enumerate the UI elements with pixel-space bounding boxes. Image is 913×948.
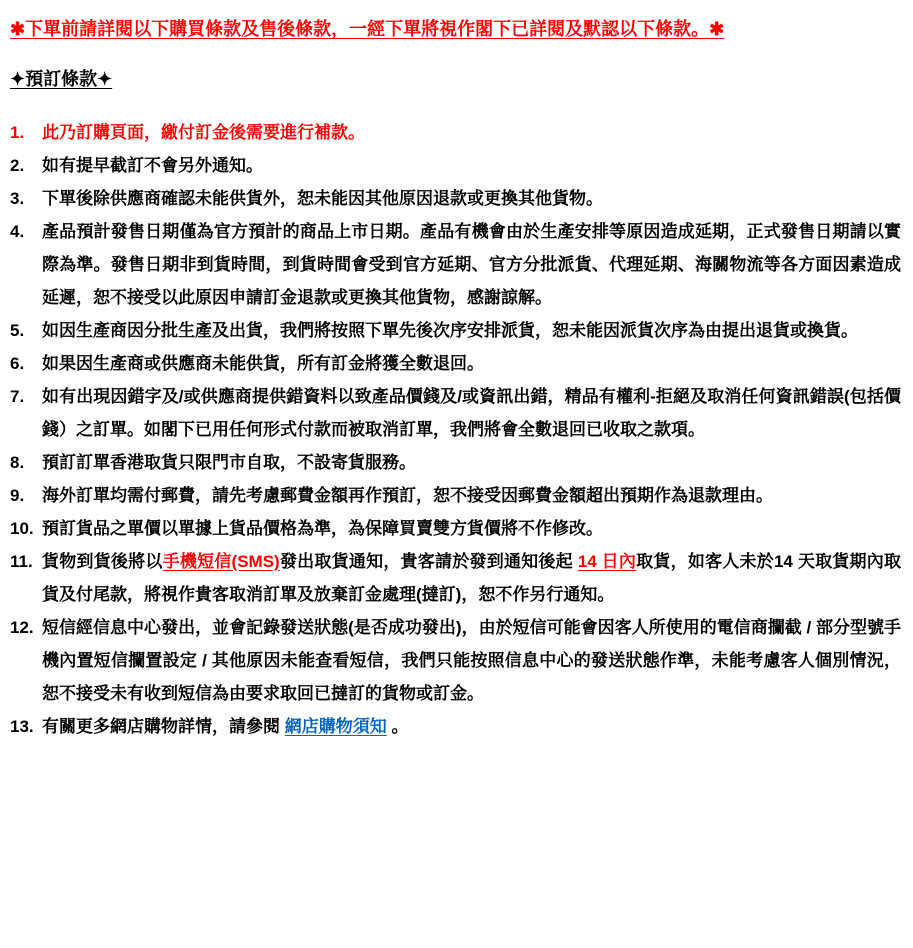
term-text <box>42 182 901 215</box>
term-item <box>10 314 901 347</box>
term-item <box>10 116 901 149</box>
term-text-segment: 如有提早截訂不會另外通知。 <box>42 156 263 175</box>
term-text-segment: 如有出現因錯字及/或供應商提供錯資料以致產品價錢及/或資訊出錯，精品有權利-拒絕及取消任何資訊錯誤(包括價錢）之訂單。如閣下已用任何形式付款而被取消訂單，我們將會全數退回已收取之款項。 <box>42 387 901 439</box>
store-shopping-guide-link[interactable]: 網店購物須知 <box>284 717 387 736</box>
term-item <box>10 215 901 314</box>
term-text <box>42 116 901 149</box>
term-number: 8. <box>10 453 25 472</box>
term-number: 10. <box>10 519 34 538</box>
term-item <box>10 512 901 545</box>
term-number: 13. <box>10 717 34 736</box>
term-text-segment: 如果因生產商或供應商未能供貨，所有訂金將獲全數退回。 <box>42 354 484 373</box>
highlighted-term-text: 手機短信(SMS) <box>162 552 280 571</box>
preorder-terms-title: ✦預訂條款✦ <box>10 69 113 89</box>
term-text <box>42 545 901 611</box>
term-text <box>42 380 901 446</box>
term-number: 9. <box>10 486 25 505</box>
term-item <box>10 611 901 710</box>
term-text <box>42 149 901 182</box>
term-item <box>10 347 901 380</box>
term-item <box>10 182 901 215</box>
term-text-segment: 貨物到貨後將以 <box>42 552 163 571</box>
term-text <box>42 314 901 347</box>
term-number: 12. <box>10 618 34 637</box>
term-item <box>10 545 901 611</box>
term-text-segment: 此乃訂購頁面，繳付訂金後需要進行補款。 <box>42 123 365 142</box>
term-text-segment: 產品預計發售日期僅為官方預計的商品上市日期。產品有機會由於生產安排等原因造成延期，正式發售日期請以實際為準。發售日期非到貨時間，到貨時間會受到官方延期、官方分批派貨、代理延期、海關物流等各方面因素造成延遲，恕不接受以此原因申請訂金退款或更換其他貨物，感謝諒解。 <box>42 222 901 307</box>
term-item <box>10 380 901 446</box>
term-text-segment: 海外訂單均需付郵費，請先考慮郵費金額再作預訂，恕不接受因郵費金額超出預期作為退款理由。 <box>42 486 773 505</box>
term-item <box>10 446 901 479</box>
term-text-segment: 預訂貨品之單價以單據上貨品價格為準，為保障買賣雙方貨價將不作修改。 <box>42 519 603 538</box>
term-text-segment: 發出取貨通知，貴客請於發到通知後起 <box>279 552 578 571</box>
term-number: 2. <box>10 156 25 175</box>
term-text-segment: 短信經信息中心發出，並會記錄發送狀態(是否成功發出)，由於短信可能會因客人所使用的電信商攔截 / 部分型號手機內置短信攔置設定 / 其他原因未能查看短信，我們只能按照信息中心的發送狀態作準，未能考慮客人個別情況，恕不接受未有收到短信為由要求取回已撻訂的貨物或訂金。 <box>42 618 901 703</box>
term-text <box>42 611 901 710</box>
term-number: 7. <box>10 387 25 406</box>
term-text-segment: 有關更多網店購物詳情，請參閱 <box>42 717 285 736</box>
term-text <box>42 512 901 545</box>
term-number: 6. <box>10 354 25 373</box>
term-text <box>42 347 901 380</box>
term-text <box>42 446 901 479</box>
term-text-segment: 。 <box>386 717 409 736</box>
term-item <box>10 479 901 512</box>
term-text-segment: 預訂訂單香港取貨只限門市自取，不設寄貨服務。 <box>42 453 416 472</box>
term-text <box>42 710 901 743</box>
term-number: 11. <box>10 552 33 571</box>
term-number: 5. <box>10 321 25 340</box>
term-text <box>42 479 901 512</box>
term-number: 1. <box>10 123 25 142</box>
term-text-segment: 下單後除供應商確認未能供貨外，恕未能因其他原因退款或更換其他貨物。 <box>42 189 603 208</box>
term-text-segment: 取貨，如客人未於14 天取貨期內取貨及付尾款，將視作貴客取消訂單及放棄訂金處理(撻訂)，恕不作另行通知。 <box>42 552 901 604</box>
highlighted-term-text: 14 日內 <box>577 552 637 571</box>
term-text-segment: 如因生產商因分批生產及出貨，我們將按照下單先後次序安排派貨，恕未能因派貨次序為由提出退貨或換貨。 <box>42 321 858 340</box>
term-text <box>42 215 901 314</box>
term-item <box>10 710 901 743</box>
term-number: 4. <box>10 222 25 241</box>
term-number: 3. <box>10 189 25 208</box>
term-item <box>10 149 901 182</box>
terms-list <box>10 116 901 743</box>
purchase-warning-header: ✱下單前請詳閱以下購買條款及售後條款，一經下單將視作閣下已詳閱及默認以下條款。✱ <box>10 19 725 39</box>
